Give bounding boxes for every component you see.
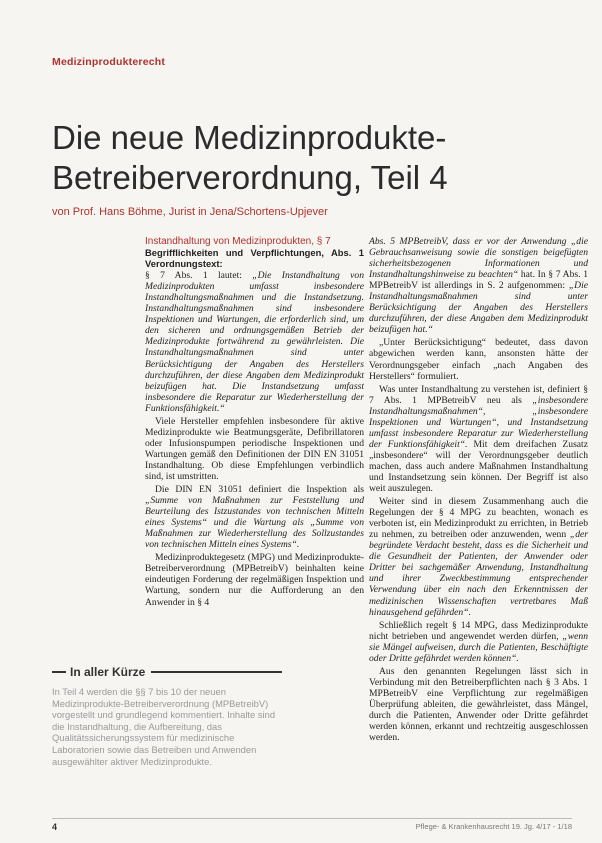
article-title xyxy=(52,118,572,198)
summary-heading: In aller Kürze xyxy=(70,665,146,679)
paragraph: § 7 Abs. 1 lautet: „Die Instandhaltung von Medizinprodukten umfasst insbesondere Instandhaltungsmaßnahmen und die Instandsetzung. Instandhaltungsmaßnahmen sind insbesondere Inspektionen und Wartungen, die erforderlich sind, um den sicheren und ordnungsgemäßen Betrieb der Medizinprodukte fortwährend zu gewährleisten. Die Instandhaltungsmaßnahmen sind unter Berücksichtigung der Angaben des Herstellers durchzuführen, der diese Angaben dem Medizinprodukt beizufügen hat. Die Instandsetzung umfasst insbesondere die Reparatur zur Wiederherstellung der Funktionsfähigkeit.“ xyxy=(145,270,365,414)
text-column-middle xyxy=(145,236,364,610)
section-label: Medizinprodukterecht xyxy=(52,56,166,68)
paragraph: Schließlich regelt § 14 MPG, dass Medizinprodukte nicht betrieben und angewendet werden dürfen, „wenn sie Mängel aufweisen, durch die Patienten, Beschäftigte oder Dritte gefährdet werden können“. xyxy=(369,619,588,664)
section-heading: Instandhaltung von Medizinprodukten, § 7 xyxy=(145,236,331,247)
article-byline: von Prof. Hans Böhme, Jurist in Jena/Schortens-Upjever xyxy=(52,206,328,218)
footer-divider xyxy=(52,818,572,819)
section-subheading: Begrifflichkeiten und Verpflichtungen, Abs. 1 Verordnungstext: xyxy=(145,247,364,270)
footer-source: Pflege- & Krankenhausrecht 19. Jg. 4/17 - 1/18 xyxy=(415,822,572,831)
paragraph: „Unter Berücksichtigung“ bedeutet, dass davon abgewichen werden kann, ansonsten hätte der Verordnungsgeber einfach „nach Angaben des Herstellers“ formuliert. xyxy=(369,337,588,382)
paragraph: Medizinproduktegesetz (MPG) und Medizinprodukte-Betreiberverordnung (MPBetreibV) beinhalten keine eindeutigen Forderung der regelmäßigen Inspektion und Wartung, sondern nur die Aufforderung an den Anwender in § 4 xyxy=(145,552,364,608)
paragraph: Die DIN EN 31051 definiert die Inspektion als „Summe von Maßnahmen zur Feststellung und Beurteilung des Istzustandes von technischen Mitteln eines Systems“ und die Wartung als „Summe von Maßnahmen zur Wiederherstellung des Sollzustandes von technischen Mitteln eines Systems“. xyxy=(145,484,364,551)
article-title-line-1: Die neue Medizinprodukte- xyxy=(52,119,447,156)
heading-rule-right xyxy=(151,671,282,673)
summary-text: In Teil 4 werden die §§ 7 bis 10 der neuen Medizinprodukte-Betreiberverordnung (MPBetreibV) vorgestellt und grundlegend kommentiert. Inhalte sind die Instandhaltung, die Aufbereitung, das Qualitätssicherungssystem für medizinische Laboratorien sowie das Betreiben und Anwenden ausgewählter aktiver Medizinprodukte. xyxy=(52,686,276,767)
paragraph: Was unter Instandhaltung zu verstehen ist, definiert § 7 Abs. 1 MPBetreibV neu als „insbesondere Instandhaltungsmaßnahmen“, „insbesondere Inspektionen und Wartungen“, und Instandsetzung umfasst insbesondere Reparatur zur Wiederherstellung der Funktionsfähigkeit“. Mit dem dreifachen Zusatz „insbesondere“ will der Verordnungsgeber deutlich machen, dass auch andere Maßnahmen Instandhaltung und Instandsetzung sein können. Der Begriff ist also weit auszulegen. xyxy=(369,383,588,495)
paragraph: Viele Hersteller empfehlen insbesondere für aktive Medizinprodukte wie Beatmungsgeräte, Defibrillatoren oder Infusionspumpen periodische Inspektionen und Wartungen gemäß den Definitionen der DIN EN 31051 Instandhaltung. Ob diese Empfehlungen verbindlich sind, ist umstritten. xyxy=(145,415,364,482)
paragraph: Aus den genannten Regelungen lässt sich in Verbindung mit den Betreiberpflichten nach § 3 Abs. 1 MPBetreibV eine Verpflichtung zur regelmäßigen Überprüfung ableiten, die gewährleistet, dass Mängel, durch die Patienten, Anwender oder Dritte gefährdet werden können, erkannt und rechtzeitig ausgeschlossen werden. xyxy=(369,665,588,744)
heading-rule-left xyxy=(52,671,66,673)
paragraph: Weiter sind in diesem Zusammenhang auch die Regelungen der § 4 MPG zu beachten, wonach es verboten ist, ein Medizinprodukt zu errichten, in Betrieb zu nehmen, zu betreiben oder anzuwenden, wenn „der begründete Verdacht besteht, dass es die Sicherheit und die Gesundheit der Patienten, der Anwender oder Dritter bei sachgemäßer Anwendung, Instandhaltung und ihrer Zweckbestimmung entsprechender Verwendung über ein nach den Erkenntnissen der medizinischen Wissenschaften vertretbares Maß hinausgehend gefährden“. xyxy=(369,496,588,618)
summary-box xyxy=(52,664,282,767)
paragraph: Abs. 5 MPBetreibV, dass er vor der Anwendung „die Gebrauchsanweisung sowie die sonstigen beigefügten sicherheitsbezogenen Informationen und Instandhaltungshinweise zu beachten“ hat. In § 7 Abs. 1 MPBetreibV ist allerdings in S. 2 aufgenommen: „Die Instandhaltungsmaßnahmen sind unter Berücksichtigung der Angaben des Herstellers durchzuführen, der diese Angaben dem Medizinprodukt beizufügen hat.“ xyxy=(369,236,588,336)
summary-heading-row xyxy=(52,664,282,680)
page-number: 4 xyxy=(52,822,58,832)
article-title-line-2: Betreiberverordnung, Teil 4 xyxy=(52,159,448,196)
text-column-right xyxy=(369,236,588,745)
